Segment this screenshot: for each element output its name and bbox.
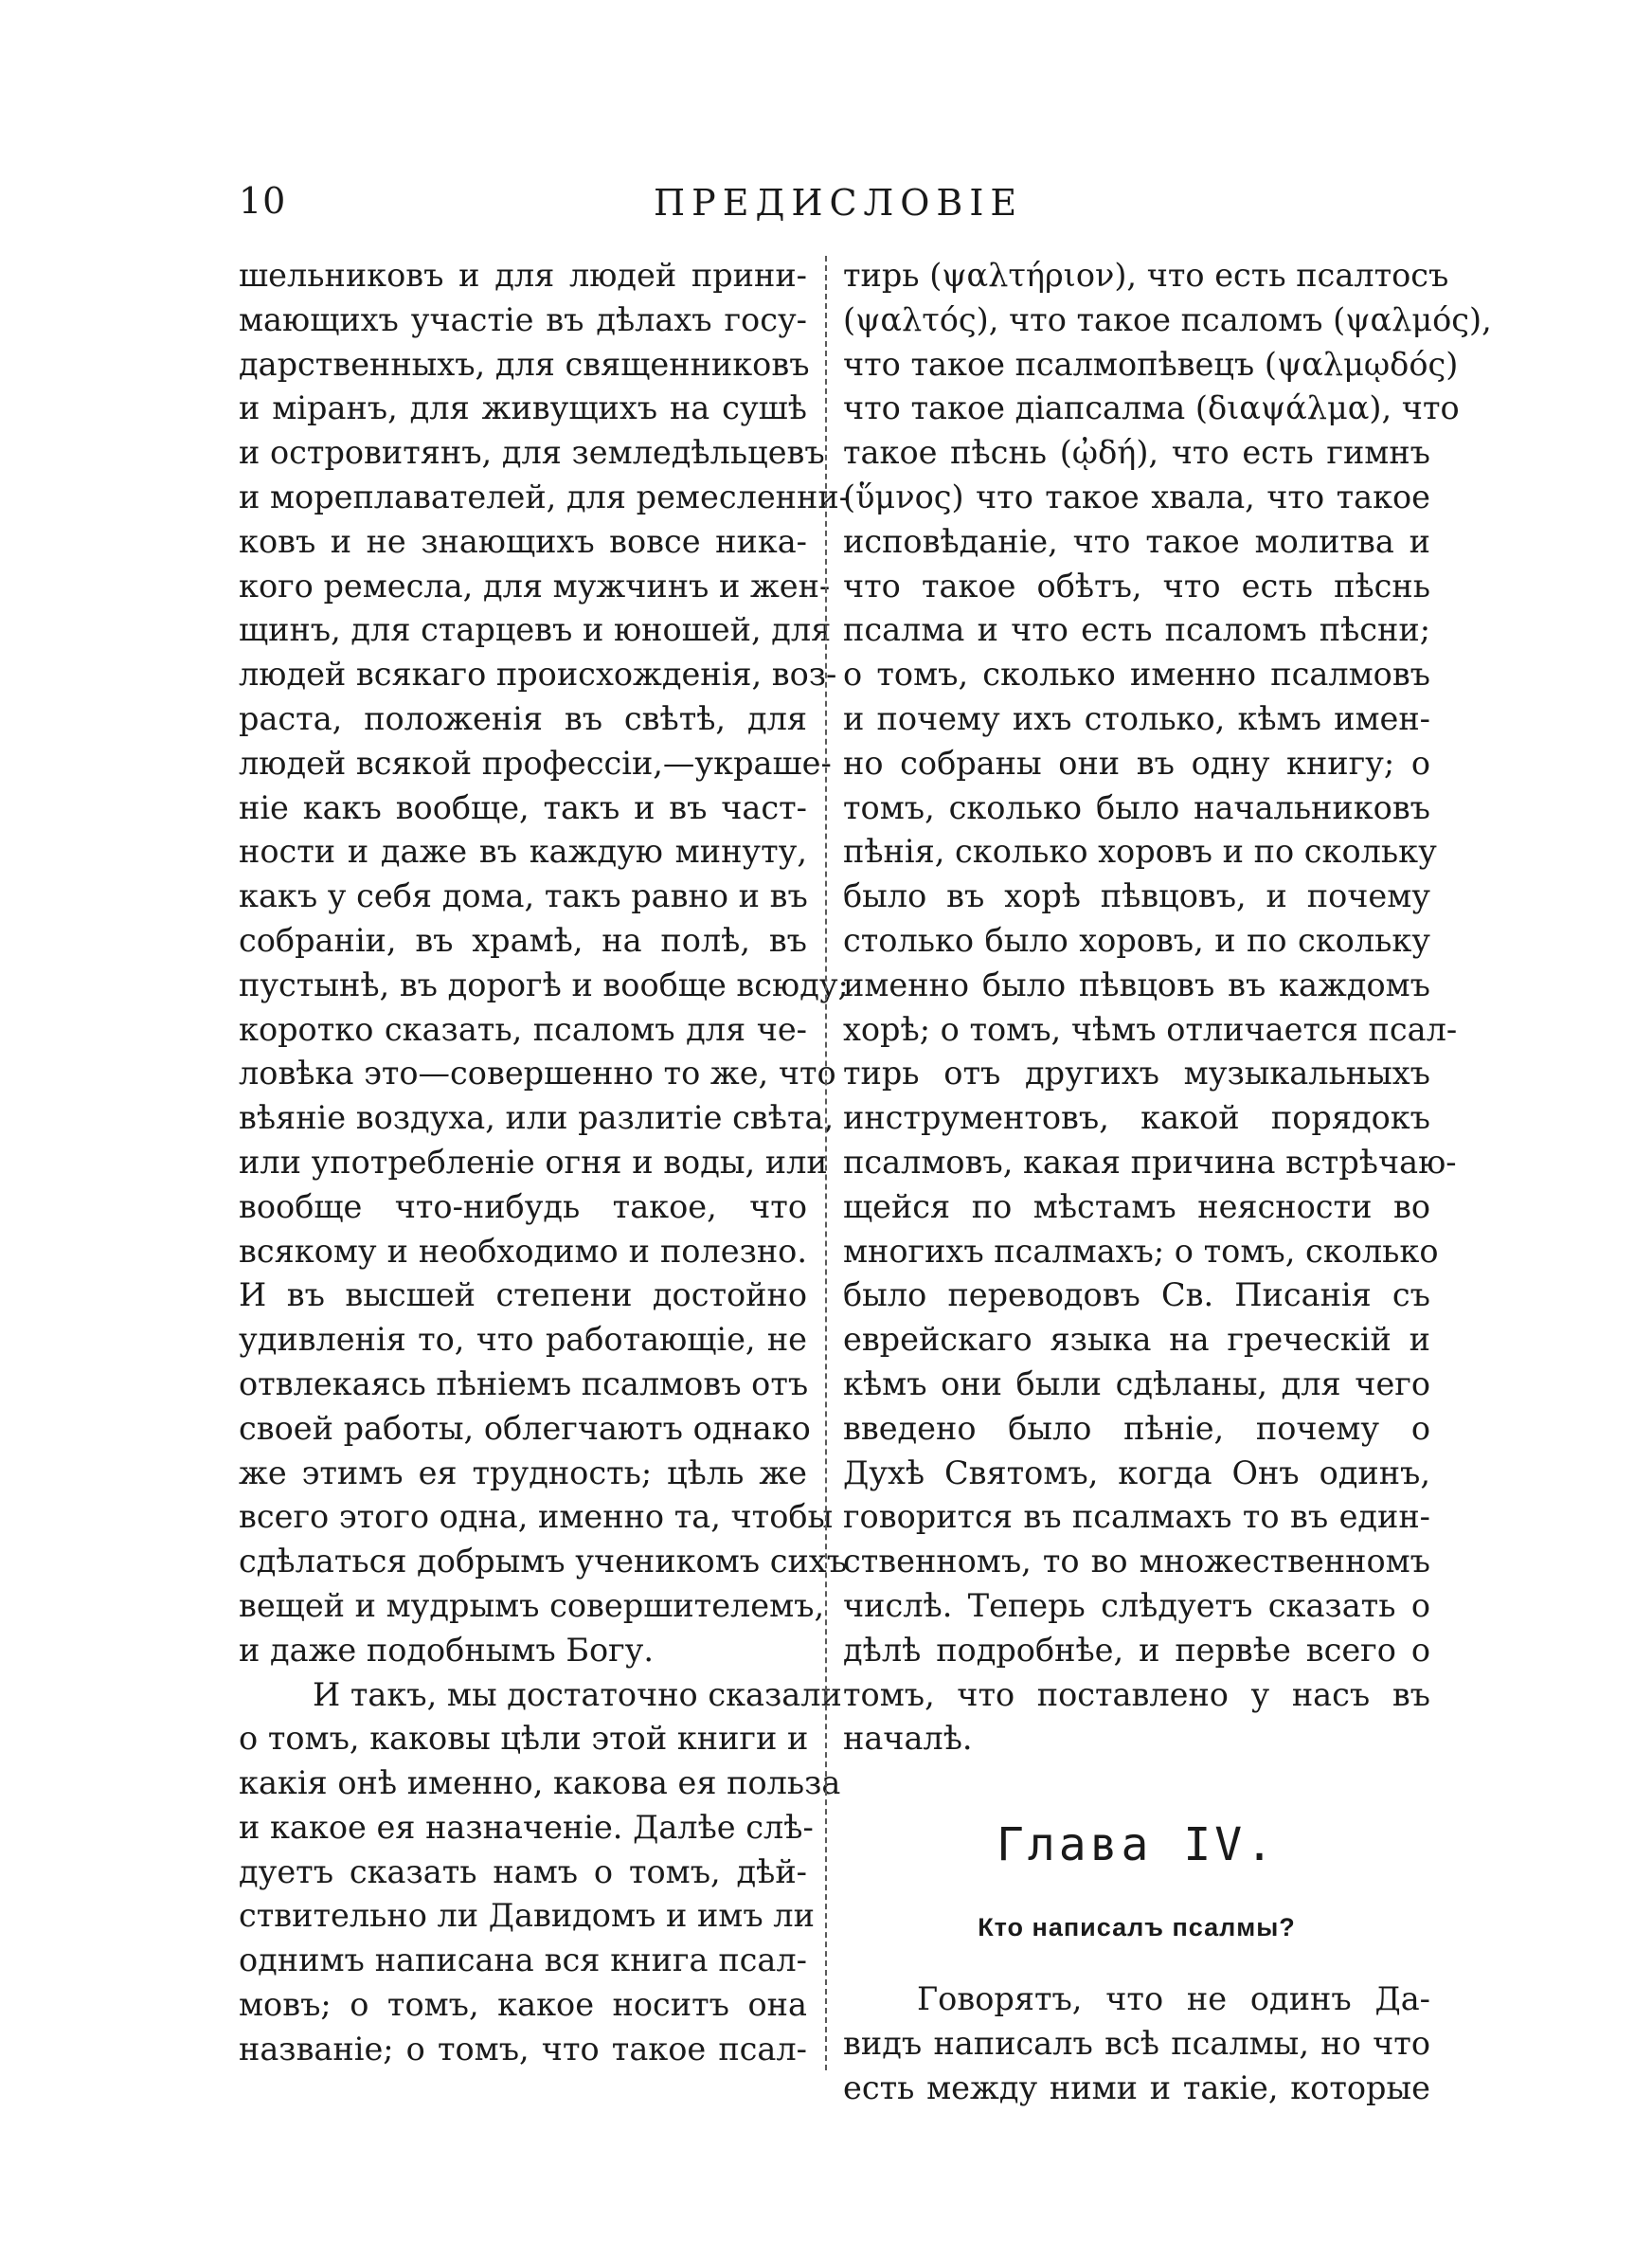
text-line: столько было хоровъ, и по скольку: [843, 921, 1430, 959]
text-line: всякому и необходимо и полезно.: [239, 1232, 807, 1270]
text-line: тирь отъ другихъ музыкальныхъ: [843, 1055, 1430, 1092]
text-line: мающихъ участіе въ дѣлахъ госу-: [239, 300, 807, 338]
text-line: и мореплавателей, для ремесленни-: [239, 478, 850, 515]
text-line: видъ написалъ всѣ псалмы, но что: [843, 2024, 1430, 2062]
text-line: и міранъ, для живущихъ на сушѣ: [239, 389, 807, 427]
right-column: [843, 254, 1492, 2110]
text-line: всего этого одна, именно та, чтобы: [239, 1498, 834, 1536]
page-number: 10: [239, 180, 287, 222]
text-line: какія онѣ именно, какова ея польза: [239, 1764, 841, 1802]
text-line: сдѣлаться добрымъ ученикомъ сихъ: [239, 1543, 848, 1580]
text-line: что такое обѣтъ, что есть пѣснь: [843, 567, 1430, 605]
text-line: такое пѣснь (ᾠδή), что есть гимнъ: [843, 434, 1430, 472]
text-line: ковъ и не знающихъ вовсе ника-: [239, 522, 807, 560]
text-line: введено было пѣніе, почему о: [843, 1409, 1430, 1447]
text-line: однимъ написана вся книга псал-: [239, 1941, 807, 1979]
text-line: вообще что-нибудь такое, что: [239, 1187, 807, 1225]
text-line: было въ хорѣ пѣвцовъ, и почему: [843, 877, 1430, 915]
text-line: какъ у себя дома, такъ равно и въ: [239, 877, 808, 915]
text-line: но собраны они въ одну книгу; о: [843, 744, 1430, 782]
text-line: и почему ихъ столько, кѣмъ имен-: [843, 699, 1430, 737]
chapter-subtitle: Кто написалъ псалмы?: [978, 1913, 1296, 1942]
text-line: коротко сказать, псаломъ для че-: [239, 1010, 807, 1048]
text-line: кого ремесла, для мужчинъ и жен-: [239, 567, 831, 605]
text-line: числѣ. Теперь слѣдуетъ сказать о: [843, 1586, 1430, 1624]
text-line: раста, положенія въ свѣтѣ, для: [239, 699, 807, 737]
text-line: пустынѣ, въ дорогѣ и вообще всюду;: [239, 966, 849, 1003]
text-line: ловѣка это—совершенно то же, что: [239, 1055, 836, 1092]
text-line: ственномъ, то во множественномъ: [843, 1543, 1430, 1580]
text-line: хорѣ; о томъ, чѣмъ отличается псал-: [843, 1010, 1458, 1048]
left-column: [239, 254, 850, 2072]
text-line: своей работы, облегчаютъ однако: [239, 1409, 811, 1447]
text-line: людей всякаго происхожденія, воз-: [239, 656, 837, 694]
text-line: псалма и что есть псаломъ пѣсни;: [843, 611, 1430, 649]
text-line: именно было пѣвцовъ въ каждомъ: [843, 966, 1430, 1003]
text-line: томъ, сколько было начальниковъ: [843, 788, 1430, 826]
text-line: ствительно ли Давидомъ и имъ ли: [239, 1897, 815, 1935]
text-line: томъ, что поставлено у насъ въ: [843, 1675, 1430, 1713]
text-line: мовъ; о томъ, какое носитъ она: [239, 1986, 807, 2024]
text-line: что такое псалмопѣвецъ (ψαλμῳδός): [843, 345, 1459, 383]
text-line: дѣлѣ подробнѣе, и первѣе всего о: [843, 1631, 1430, 1669]
text-line: ности и даже въ каждую минуту,: [239, 833, 807, 871]
text-line: щейся по мѣстамъ неясности во: [843, 1187, 1430, 1225]
text-line: было переводовъ Св. Писанія съ: [843, 1276, 1430, 1314]
text-line: есть между ними и такіе, которые: [843, 2068, 1430, 2106]
text-line: еврейскаго языка на греческій и: [843, 1321, 1430, 1359]
text-line: или употребленіе огня и воды, или: [239, 1143, 828, 1181]
text-line: исповѣданіе, что такое молитва и: [843, 522, 1430, 560]
text-line: дарственныхъ, для священниковъ: [239, 345, 810, 383]
text-line: пѣнія, сколько хоровъ и по скольку: [843, 833, 1437, 871]
text-line: (ψαλτός), что такое псаломъ (ψαλμός),: [843, 300, 1492, 338]
text-line: что такое діапсалма (διαψάλμα), что: [843, 389, 1460, 427]
text-line: и какое ея назначеніе. Далѣе слѣ-: [239, 1808, 814, 1846]
text-line: И такъ, мы достаточно сказали: [313, 1675, 842, 1713]
text-line: удивленія то, что работающіе, не: [239, 1321, 807, 1359]
text-line: началѣ.: [843, 1720, 973, 1758]
chapter-title: Глава IV.: [996, 1818, 1278, 1872]
text-line: вещей и мудрымъ совершителемъ,: [239, 1586, 825, 1624]
text-line: говорится въ псалмахъ то въ един-: [843, 1498, 1430, 1536]
text-line: шельниковъ и для людей прини-: [239, 257, 807, 294]
running-title: ПРЕДИСЛОВІЕ: [654, 182, 1024, 224]
text-line: И въ высшей степени достойно: [239, 1276, 807, 1314]
text-line: (ὕμνος) что такое хвала, что такое: [843, 478, 1430, 515]
text-line: названіе; о томъ, что такое псал-: [239, 2030, 807, 2067]
text-line: Говорятъ, что не одинъ Да-: [917, 1980, 1430, 2018]
text-line: многихъ псалмахъ; о томъ, сколько: [843, 1232, 1439, 1270]
text-line: Духѣ Святомъ, когда Онъ одинъ,: [843, 1454, 1430, 1491]
text-line: же этимъ ея трудность; цѣль же: [239, 1454, 807, 1491]
text-line: о томъ, каковы цѣли этой книги и: [239, 1720, 809, 1758]
text-line: тирь (ψαλτήριον), что есть псалтосъ: [843, 257, 1449, 294]
text-line: о томъ, сколько именно псалмовъ: [843, 656, 1430, 694]
text-line: собраніи, въ храмѣ, на полѣ, въ: [239, 921, 807, 959]
text-line: псалмовъ, какая причина встрѣчаю-: [843, 1143, 1457, 1181]
text-line: дуетъ сказать намъ о томъ, дѣй-: [239, 1852, 807, 1890]
text-line: ніе какъ вообще, такъ и въ част-: [239, 788, 807, 826]
text-line: и островитянъ, для земледѣльцевъ: [239, 434, 825, 472]
text-line: кѣмъ они были сдѣланы, для чего: [843, 1364, 1430, 1402]
text-line: людей всякой профессіи,—украше-: [239, 744, 832, 782]
text-line: и даже подобнымъ Богу.: [239, 1631, 655, 1669]
column-divider: [825, 256, 827, 2070]
text-line: щинъ, для старцевъ и юношей, для: [239, 611, 832, 649]
text-line: вѣяніе воздуха, или разлитіе свѣта,: [239, 1099, 835, 1137]
text-line: инструментовъ, какой порядокъ: [843, 1099, 1430, 1137]
text-line: отвлекаясь пѣніемъ псалмовъ отъ: [239, 1364, 809, 1402]
